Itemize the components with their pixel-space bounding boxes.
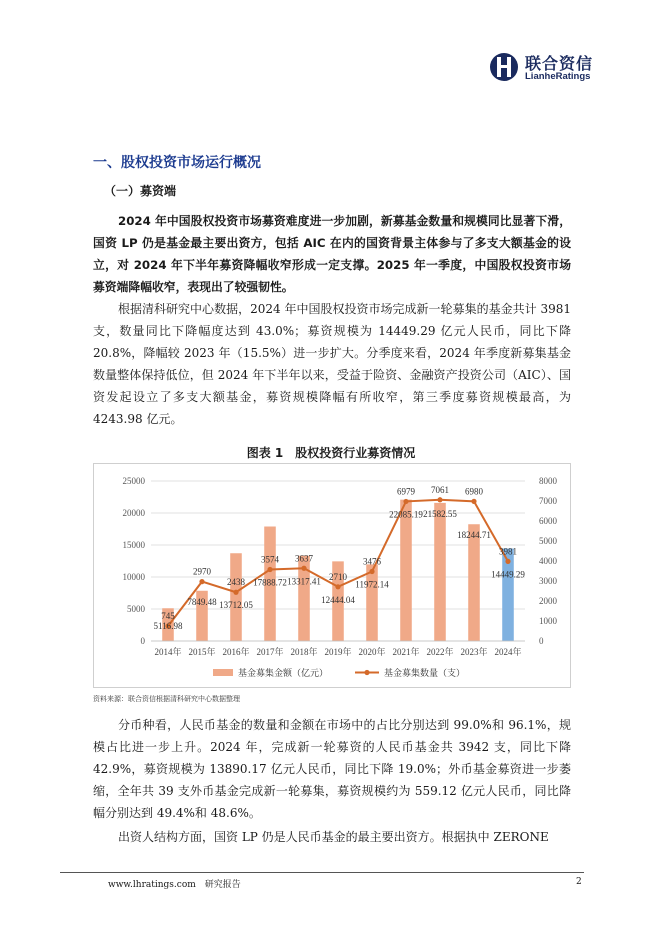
count-value-label: 6980 bbox=[465, 486, 483, 497]
logo-text-en: LianheRatings bbox=[525, 71, 591, 82]
count-value-label: 2970 bbox=[193, 566, 211, 577]
sub-section-title: （一）募资端 bbox=[104, 184, 177, 198]
bar-value-label: 7849.48 bbox=[187, 596, 217, 607]
count-value-label: 3637 bbox=[295, 553, 313, 564]
x-axis-tick-label: 2024年 bbox=[494, 647, 522, 657]
x-axis-tick-label: 2016年 bbox=[222, 647, 250, 657]
left-axis-tick-label: 20000 bbox=[122, 508, 145, 518]
section-title: 一、股权投资市场运行概况 bbox=[93, 155, 261, 171]
legend-bar-label: 基金募集金额（亿元） bbox=[238, 668, 329, 678]
lianhe-logo-icon bbox=[489, 50, 519, 84]
right-axis-tick-label: 5000 bbox=[539, 536, 557, 546]
count-point-2023年 bbox=[471, 499, 476, 504]
count-value-label: 2438 bbox=[227, 577, 245, 588]
count-value-label: 3476 bbox=[363, 556, 381, 567]
right-axis-tick-label: 4000 bbox=[539, 556, 557, 566]
bar-2021年 bbox=[400, 500, 412, 641]
bar-2020年 bbox=[366, 564, 378, 641]
body-paragraph-1: 根据清科研究中心数据，2024 年中国股权投资市场完成新一轮募集的基金共计 3981 支，数量同比下降幅度达到 43.0%；募资规模为 14449.29 亿元人民币，同比下降 20.8%，降幅较 2023 年（15.5%）进一步扩大。分季度来看，2024 年季度新募集基金数量整体保持低位，但 2024 年下半年以来，受益于险资、金融资产投资公司（AIC）、国资发起设立了多支大额基金，募资规模降幅有所收窄，第三季度募资规模最高，为 4243.98 亿元。 bbox=[93, 302, 571, 426]
left-axis-tick-label: 10000 bbox=[122, 572, 145, 582]
body-paragraph-2: 分币种看，人民币基金的数量和金额在市场中的占比分别达到 99.0%和 96.1%，规模占比进一步上升。2024 年，完成新一轮募资的人民币基金共 3942 支，同比下降 42.9%，募资规模为 13890.17 亿元人民币，同比下降 19.0%；外币基金募资进一步萎缩，全年共 39 支外币基金完成新一轮募集，募资规模约为 559.12 亿元人民币，同比降幅分别达到 49.4%和 48.6%。 bbox=[93, 718, 571, 820]
footer-site: www.lhratings.com 研究报告 bbox=[108, 880, 241, 890]
figure-source: 资料来源：联合资信根据清科研究中心数据整理 bbox=[93, 695, 240, 703]
bar-value-label: 22085.19 bbox=[389, 509, 423, 520]
count-value-label: 6979 bbox=[397, 486, 415, 497]
figure-title: 图表 1 股权投资行业募资情况 bbox=[246, 446, 416, 460]
count-value-label: 7061 bbox=[431, 484, 449, 495]
brand-logo bbox=[489, 50, 614, 86]
legend-line-marker bbox=[364, 670, 369, 675]
legend-line-label: 基金募集数量（支） bbox=[384, 668, 466, 678]
count-point-2022年 bbox=[437, 497, 442, 502]
x-axis-tick-label: 2018年 bbox=[290, 647, 318, 657]
x-axis-tick-label: 2020年 bbox=[358, 647, 386, 657]
count-value-label: 3574 bbox=[261, 554, 279, 565]
logo-text-cn: 联合资信 bbox=[525, 54, 594, 73]
right-axis-tick-label: 7000 bbox=[539, 496, 557, 506]
count-point-2024年 bbox=[505, 559, 510, 564]
x-axis-tick-label: 2022年 bbox=[426, 647, 454, 657]
count-point-2015年 bbox=[199, 579, 204, 584]
bar-2023年 bbox=[468, 524, 480, 641]
left-axis-tick-label: 5000 bbox=[127, 604, 145, 614]
bar-2016年 bbox=[230, 553, 242, 641]
bar-value-label: 13712.05 bbox=[219, 600, 253, 611]
page-number: 2 bbox=[576, 877, 582, 887]
fundraising-chart bbox=[93, 463, 571, 688]
bar-2022年 bbox=[434, 503, 446, 641]
count-point-2017年 bbox=[267, 567, 272, 572]
x-axis-tick-label: 2023年 bbox=[460, 647, 488, 657]
x-axis-tick-label: 2014年 bbox=[154, 647, 182, 657]
x-axis-tick-label: 2017年 bbox=[256, 647, 284, 657]
right-axis-tick-label: 6000 bbox=[539, 516, 557, 526]
count-point-2021年 bbox=[403, 499, 408, 504]
count-point-2020年 bbox=[369, 569, 374, 574]
body-paragraph-3: 出资人结构方面，国资 LP 仍是人民币基金的最主要出资方。根据执中 ZERONE bbox=[118, 830, 549, 844]
x-axis-tick-label: 2019年 bbox=[324, 647, 352, 657]
bar-value-label: 18244.71 bbox=[457, 530, 491, 541]
count-point-2018年 bbox=[301, 566, 306, 571]
bar-value-label: 13317.41 bbox=[287, 576, 321, 587]
bar-value-label: 14449.29 bbox=[491, 569, 525, 580]
right-axis-tick-label: 2000 bbox=[539, 596, 557, 606]
right-axis-tick-label: 1000 bbox=[539, 616, 557, 626]
summary-paragraph: 2024 年中国股权投资市场募资难度进一步加剧，新募基金数量和规模同比显著下滑，国资 LP 仍是基金最主要出资方，包括 AIC 在内的国资背景主体参与了多支大额基金的设立，对 2024 年下半年募资降幅收窄形成一定支撑。2025 年一季度，中国股权投资市场募资端降幅收窄，表现出了较强韧性。 bbox=[93, 214, 571, 294]
count-value-label: 3981 bbox=[499, 546, 517, 557]
count-value-label: 2710 bbox=[329, 571, 347, 582]
footer-divider bbox=[60, 872, 584, 873]
count-value-label: 745 bbox=[161, 611, 175, 622]
count-point-2016年 bbox=[233, 590, 238, 595]
x-axis-tick-label: 2021年 bbox=[392, 647, 420, 657]
legend-bar-swatch bbox=[213, 669, 233, 676]
left-axis-tick-label: 0 bbox=[140, 636, 145, 646]
x-axis-tick-label: 2015年 bbox=[188, 647, 216, 657]
right-axis-tick-label: 0 bbox=[539, 636, 544, 646]
bar-value-label: 11972.14 bbox=[355, 579, 389, 590]
bar-value-label: 5116.98 bbox=[153, 621, 183, 631]
right-axis-tick-label: 8000 bbox=[539, 476, 557, 486]
right-axis-tick-label: 3000 bbox=[539, 576, 557, 586]
left-axis-tick-label: 25000 bbox=[122, 476, 145, 486]
bar-value-label: 12444.04 bbox=[321, 594, 355, 605]
count-point-2019年 bbox=[335, 584, 340, 589]
bar-value-label: 21582.55 bbox=[423, 508, 457, 519]
bar-value-label: 17888.72 bbox=[253, 577, 287, 588]
left-axis-tick-label: 15000 bbox=[122, 540, 145, 550]
